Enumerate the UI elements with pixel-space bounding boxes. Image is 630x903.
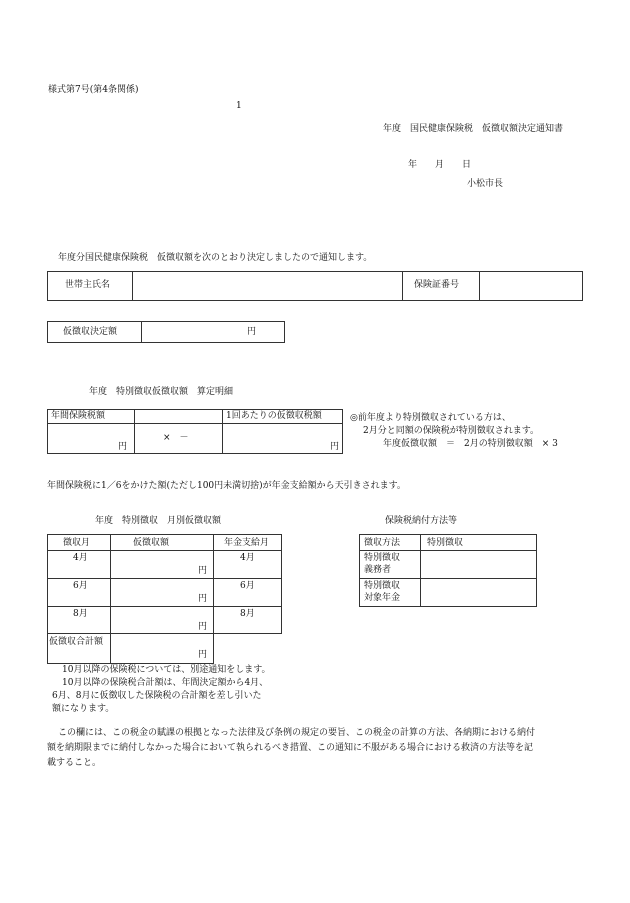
monthly-note-1: 10月以降の保険税については、別途通知をします。 — [62, 665, 271, 675]
pension-label-2: 対象年金 — [364, 593, 401, 603]
deduction-note: 年間保険税に1／6をかけた額(ただし100円未満切捨)が年金支給額から天引きされます。 — [47, 481, 406, 491]
col-method-value: 特別徴収 — [427, 538, 464, 548]
calc-note-1: ◎前年度より特別徴収されている方は、 — [350, 413, 511, 423]
insurance-no-label: 保険証番号 — [414, 280, 460, 290]
row-pension: 6月 — [240, 581, 255, 591]
footer-line-3: 載すること。 — [47, 758, 102, 768]
decision-label: 仮徴収決定額 — [63, 327, 118, 337]
monthly-note-2b: 6月、8月に仮徴収した保険税の合計額を差し引いた — [52, 691, 262, 701]
calc-title: 年度 特別徴収仮徴収額 算定明細 — [89, 387, 234, 397]
annual-label: 年間保険税額 — [51, 411, 106, 421]
method-title: 保険税納付方法等 — [385, 516, 458, 526]
pension-label-1: 特別徴収 — [364, 581, 401, 591]
page-number: 1 — [236, 101, 242, 111]
name-label: 世帯主氏名 — [65, 280, 111, 290]
row-unit: 円 — [198, 622, 208, 632]
footer-line-2: 額を納期限までに納付しなかった場合において執られるべき措置、この通知に不服がある場合における救済の方法等を記 — [47, 743, 534, 753]
calc-operator: × － — [163, 433, 189, 443]
form-number: 様式第7号(第4条関係) — [48, 85, 139, 95]
total-label: 仮徴収合計額 — [49, 637, 104, 647]
obligor-label-2: 義務者 — [364, 565, 392, 575]
intro-text: 年度分国民健康保険税 仮徴収額を次のとおり決定しましたので通知します。 — [58, 253, 373, 263]
monthly-title: 年度 特別徴収 月別仮徴収額 — [95, 516, 222, 526]
annual-unit: 円 — [118, 442, 128, 452]
row-pension: 8月 — [240, 609, 255, 619]
col-amount: 仮徴収額 — [133, 538, 170, 548]
monthly-note-2c: 額になります。 — [52, 704, 115, 714]
monthly-note-2a: 10月以降の保険税合計額は、年間決定額から4月、 — [62, 678, 269, 688]
row-unit: 円 — [198, 594, 208, 604]
col-month: 徴収月 — [63, 538, 91, 548]
per-time-unit: 円 — [330, 442, 340, 452]
issue-date: 年 月 日 — [408, 160, 472, 170]
row-pension: 4月 — [240, 553, 255, 563]
document-title: 年度 国民健康保険税 仮徴収額決定通知書 — [383, 124, 564, 134]
obligor-label-1: 特別徴収 — [364, 553, 401, 563]
total-unit: 円 — [198, 650, 208, 660]
decision-unit: 円 — [247, 327, 257, 337]
col-method: 徴収方法 — [364, 538, 401, 548]
col-pension: 年金支給月 — [224, 538, 270, 548]
calc-note-3: 年度仮徴収額 ＝ 2月の特別徴収額 × 3 — [383, 439, 558, 449]
footer-line-1: この欄には、この税金の賦課の根拠となった法律及び条例の規定の要旨、この税金の計算の方法、各納期における納付 — [58, 728, 536, 738]
row-month: 6月 — [73, 581, 88, 591]
row-month: 4月 — [73, 553, 88, 563]
row-month: 8月 — [73, 609, 88, 619]
row-unit: 円 — [198, 566, 208, 576]
per-time-label: 1回あたりの仮徴収税額 — [226, 411, 322, 421]
calc-note-2: 2月分と同額の保険税が特別徴収されます。 — [363, 426, 540, 436]
issuer-name: 小松市長 — [467, 179, 504, 189]
